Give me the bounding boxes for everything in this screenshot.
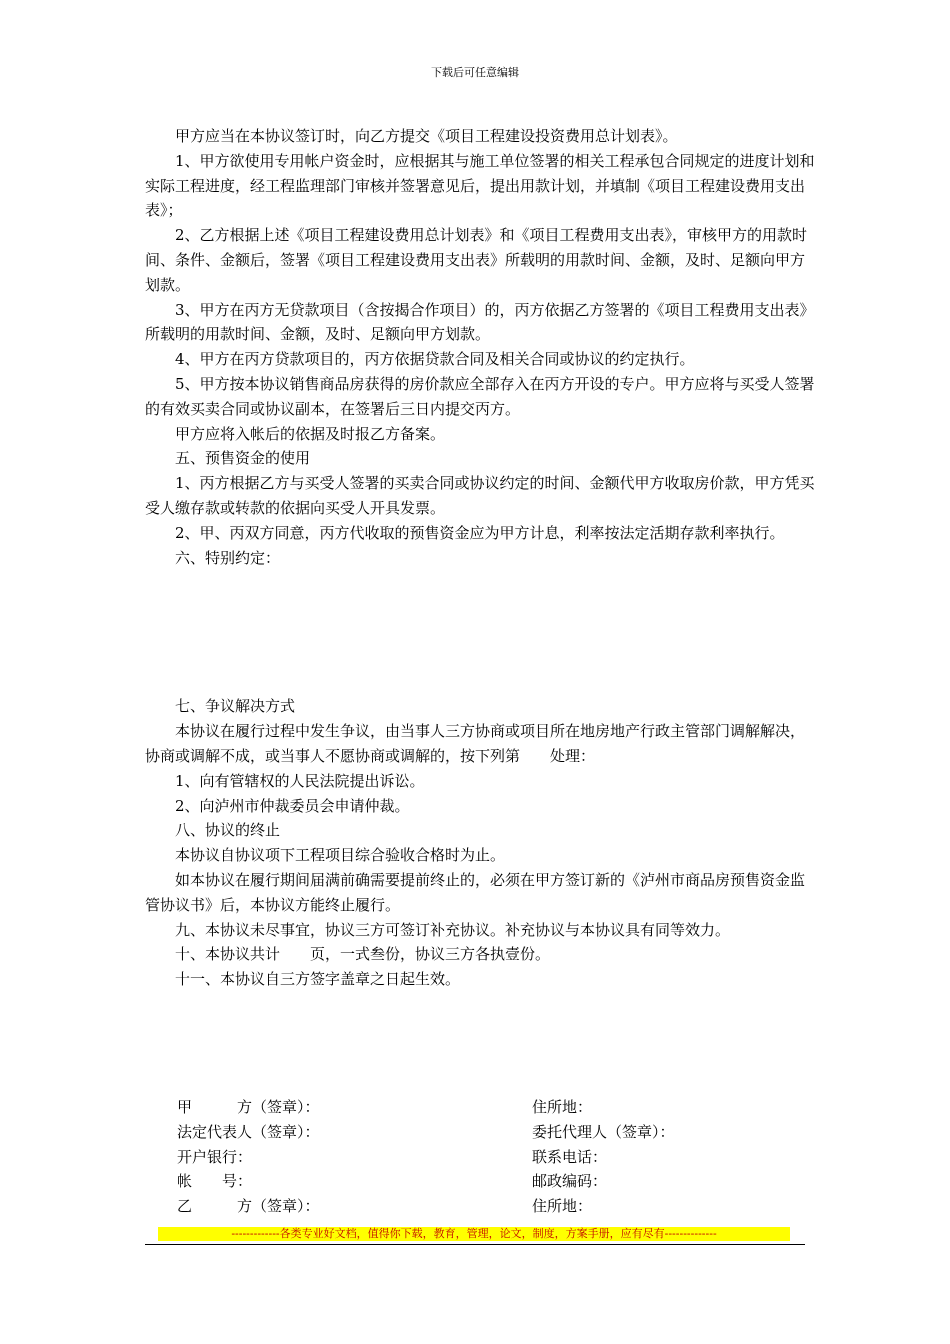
signature-label-right: 住所地：	[532, 1098, 593, 1116]
paragraph: 4、甲方在丙方贷款项目的，丙方依据贷款合同及相关合同或协议的约定执行。	[175, 350, 695, 369]
signature-label-left: 乙 方（签章）：	[177, 1197, 320, 1216]
signature-row	[145, 1120, 815, 1145]
paragraph: 2、乙方根据上述《项目工程建设费用总计划表》和《项目工程费用支出表》，审核甲方的用款时间、条件、金额后，签署《项目工程建设费用支出表》所载明的用款时间、金额，及时、足额向甲方划款。	[145, 226, 808, 294]
blank-space	[145, 570, 815, 694]
paragraph: 1、丙方根据乙方与买受人签署的买卖合同或协议约定的时间、金额代甲方收取房价款，甲方凭买受人缴存款或转款的依据向买受人开具发票。	[145, 474, 815, 517]
paragraph: 本协议在履行过程中发生争议，由当事人三方协商或项目所在地房地产行政主管部门调解解决，协商或调解不成，或当事人不愿协商或调解的，按下列第 处理：	[145, 722, 806, 765]
footer-divider	[145, 1244, 805, 1245]
section-heading: 六、特别约定：	[175, 548, 281, 567]
section-heading: 八、协议的终止	[175, 821, 281, 840]
document-body	[145, 124, 815, 992]
section-heading: 七、争议解决方式	[175, 697, 296, 716]
paragraph: 5、甲方按本协议销售商品房获得的房价款应全部存入在丙方开设的专户。甲方应将与买受人签署的有效买卖合同或协议副本，在签署后三日内提交丙方。	[145, 374, 815, 418]
signature-label-right: 联系电话：	[532, 1147, 608, 1166]
signature-label-left: 甲 方（签章）：	[177, 1098, 320, 1116]
paragraph: 甲方应将入帐后的依据及时报乙方备案。	[175, 424, 446, 443]
paragraph: 本协议自协议项下工程项目综合验收合格时为止。	[175, 846, 506, 865]
signature-block	[145, 1095, 815, 1219]
signature-label-left: 法定代表人（签章）：	[177, 1122, 320, 1141]
paragraph: 2、甲、丙双方同意，丙方代收取的预售资金应为甲方计息，利率按法定活期存款利率执行。	[175, 523, 785, 542]
paragraph: 十、本协议共计 页，一式叁份，协议三方各执壹份。	[175, 945, 551, 964]
signature-row	[145, 1194, 815, 1219]
paragraph: 1、甲方欲使用专用帐户资金时，应根据其与施工单位签署的相关工程承包合同规定的进度计划和实际工程进度，经工程监理部门审核并签署意见后，提出用款计划，并填制《项目工程建设费用支出表》；	[145, 151, 815, 220]
paragraph: 1、向有管辖权的人民法院提出诉讼。	[175, 771, 425, 790]
page-header: 下载后可任意编辑	[431, 66, 519, 79]
signature-row	[145, 1169, 815, 1194]
signature-label-right: 委托代理人（签章）：	[532, 1122, 675, 1141]
section-heading: 五、预售资金的使用	[175, 449, 311, 468]
signature-label-left: 开户银行：	[177, 1147, 253, 1166]
signature-label-left: 帐 号：	[177, 1172, 253, 1191]
paragraph: 2、向泸州市仲裁委员会申请仲裁。	[175, 796, 410, 815]
paragraph: 甲方应当在本协议签订时，向乙方提交《项目工程建设投资费用总计划表》。	[175, 127, 678, 145]
paragraph: 如本协议在履行期间届满前确需要提前终止的，必须在甲方签订新的《泸州市商品房预售资金监管协议书》后，本协议方能终止履行。	[145, 870, 806, 914]
paragraph: 3、甲方在丙方无贷款项目（含按揭合作项目）的，丙方依据乙方签署的《项目工程费用支出表》所载明的用款时间、金额，及时、足额向甲方划款。	[145, 300, 815, 344]
paragraph: 十一、本协议自三方签字盖章之日起生效。	[175, 970, 461, 989]
signature-label-right: 住所地：	[532, 1197, 593, 1216]
footer-banner: -------------各类专业好文档，值得你下载，教育，管理，论文，制度，方案手册，应有尽有--------------	[158, 1227, 790, 1241]
paragraph: 九、本协议未尽事宜，协议三方可签订补充协议。补充协议与本协议具有同等效力。	[175, 920, 731, 939]
signature-row	[145, 1145, 815, 1170]
signature-label-right: 邮政编码：	[532, 1172, 608, 1191]
signature-row	[145, 1095, 815, 1120]
